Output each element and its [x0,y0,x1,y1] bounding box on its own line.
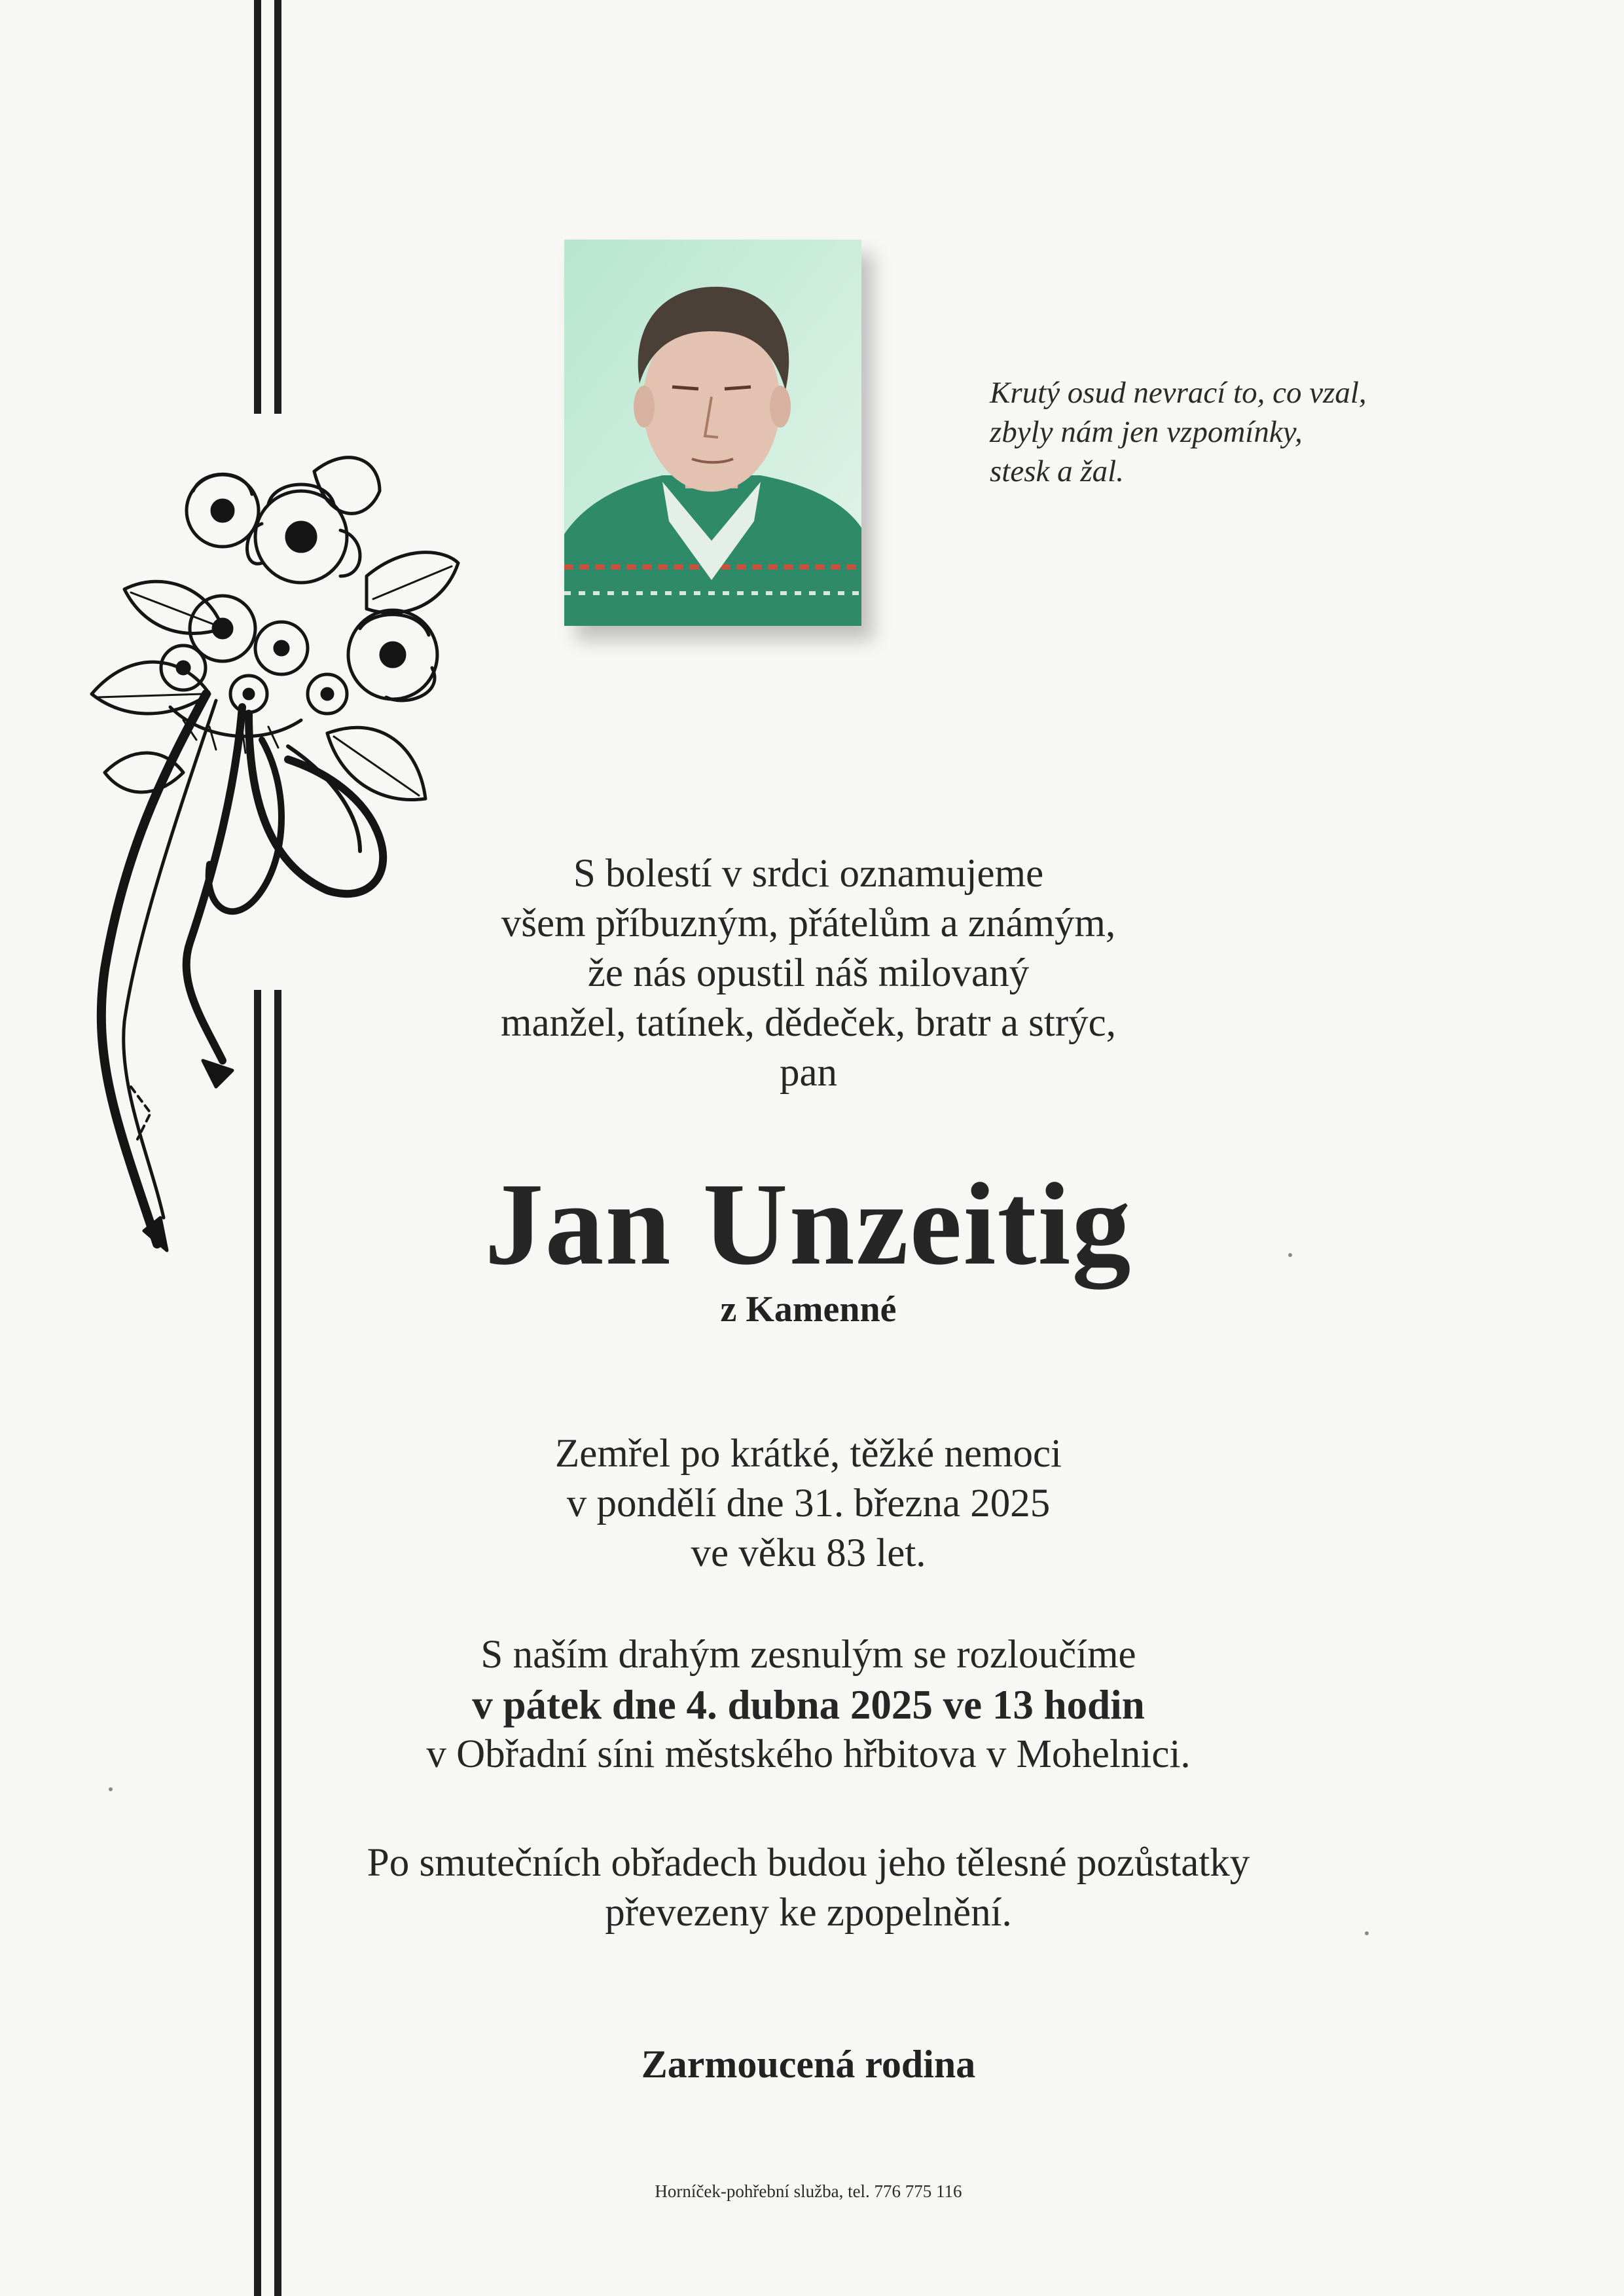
cremation-line: Po smutečních obřadech budou jeho tělesné pozůstatky [367,1841,1250,1885]
announcement-line: S bolestí v srdci oznamujeme [573,852,1044,896]
vertical-rule-top-left [254,0,261,414]
announcement-line: všem příbuzným, přátelům a známým, [501,902,1116,945]
farewell-info [288,1630,1329,1779]
scan-speck [109,1787,113,1791]
scan-speck [1365,1931,1369,1935]
announcement-line: že nás opustil náš milovaný [587,951,1030,995]
scan-speck [1288,1253,1292,1257]
family-signature: Zarmoucená rodina [641,2043,976,2086]
death-info [288,1429,1329,1578]
deceased-origin: z Kamenné [720,1289,897,1330]
announcement-line: manžel, tatínek, dědeček, bratr a strýc, [501,1001,1116,1045]
funeral-service-footer: Horníček-pohřební služba, tel. 776 775 116 [655,2181,962,2201]
farewell-place: v Obřadní síni městského hřbitova v Mohelnici. [426,1732,1191,1776]
cremation-line: převezeny ke zpopelnění. [605,1891,1012,1935]
deceased-name: Jan Unzeitig [484,1159,1132,1289]
farewell-intro: S naším drahým zesnulým se rozloučíme [480,1633,1136,1677]
motto-line: Krutý osud nevrací to, co vzal, [990,376,1367,410]
death-info-line: Zemřel po krátké, těžké nemoci [555,1432,1062,1476]
death-info-line: v pondělí dne 31. března 2025 [566,1482,1051,1525]
death-info-line: ve věku 83 let. [691,1531,926,1575]
portrait-photo [564,240,861,626]
motto-line: stesk a žal. [990,454,1124,488]
announcement-line: pan [779,1051,838,1095]
motto-line: zbyly nám jen vzpomínky, [990,415,1303,449]
memorial-motto [990,373,1487,491]
flower-bouquet-illustration [52,432,484,1257]
cremation-info [288,1838,1329,1938]
farewell-date-time: v pátek dne 4. dubna 2025 ve 13 hodin [472,1682,1145,1728]
vertical-rule-top-right [274,0,281,414]
announcement-text [288,849,1329,1098]
